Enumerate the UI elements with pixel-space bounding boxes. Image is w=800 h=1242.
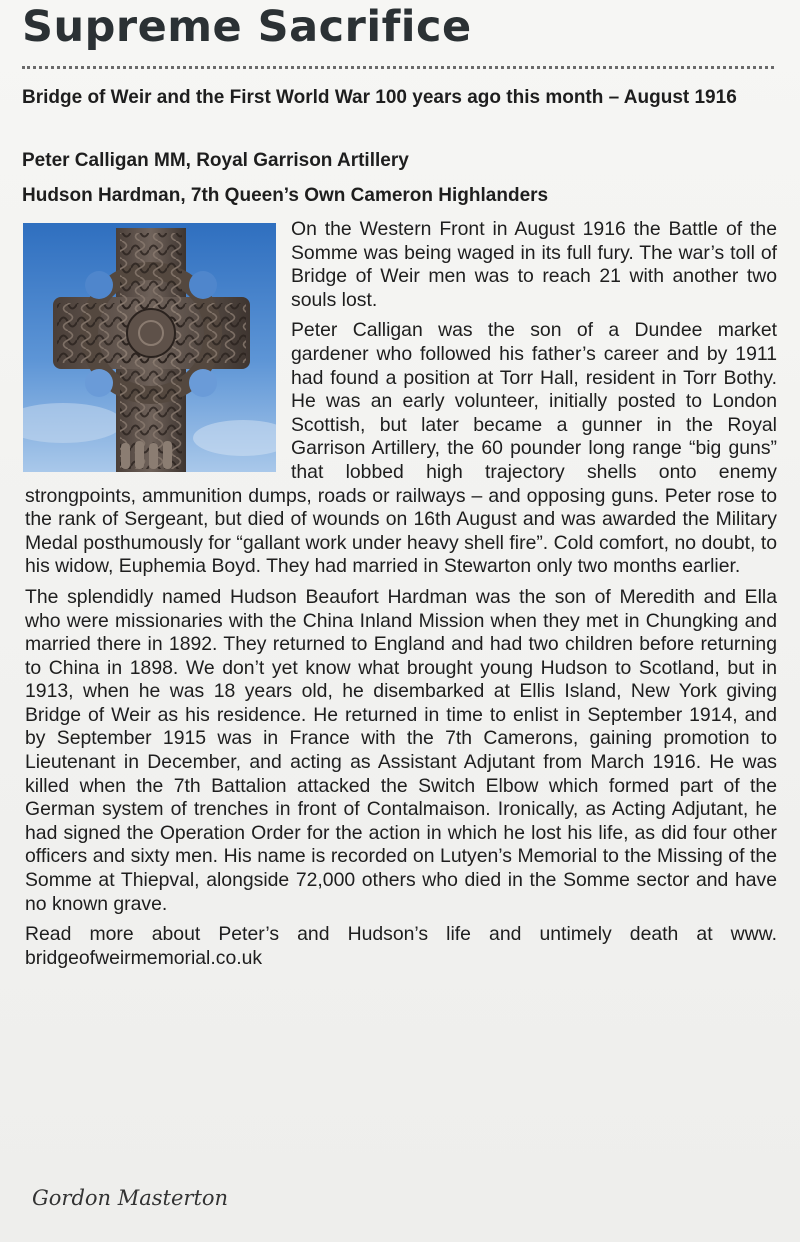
paragraph-intro: On the Western Front in August 1916 the Battle of the Somme was being waged in its full fury. The war’s toll of Bridge of Weir men was to reach 21 with another two souls lost.: [291, 218, 777, 311]
paragraph-hardman: The splendidly named Hudson Beaufort Hardman was the son of Meredith and Ella who were missionaries with the China Inland Mission when they met in Chungking and married there in 1892. They returned to England and had two children before returning to China in 1898. We don’t yet know what brought young Hudson to Scotland, but in 1913, when he was 18 years old, he disembarked at Ellis Island, New York giving Bridge of Weir as his residence. He returned in time to enlist in September 1914, and by September 1915 was in France with the 7th Camerons, gaining promotion to Lieutenant in December, and acting as Assistant Adjutant from March 1916. He was killed when the 7th Battalion attacked the Switch Elbow which formed part of the German system of trenches in front of Contalmaison. Ironically, as Acting Adjutant, he had signed the Operation Order for the action in which he lost his life, as did four other officers and sixty men. His name is recorded on Lutyen’s Memorial to the Missing of the Somme at Thiepval, alongside 72,000 others who died in the Somme sector and have no known grave.: [25, 585, 777, 915]
article-heading-hardman: Hudson Hardman, 7th Queen’s Own Cameron Highlanders: [22, 185, 549, 206]
author-signature: Gordon Masterton: [32, 1186, 229, 1210]
paragraph-calligan: Peter Calligan was the son of a Dundee market gardener who followed his father’s career and by 1911 had found a position at Torr Hall, resident in Torr Bothy. He was an early volunteer, initially posted to London Scottish, but later became a gunner in the Royal Garrison Artillery, the 60 pounder long range “big guns” that lobbed high trajectory shells onto enemy strongpoints, ammunition dumps, roads or railways – and opposing guns. Peter rose to the rank of Sergeant, but died of wounds on 16th August and was awarded the Military Medal posthumously for “gallant work under heavy shell fire”. Cold comfort, no doubt, to his widow, Euphemia Boyd. They had married in Stewarton only two months earlier.: [25, 319, 777, 578]
article-body: [25, 218, 777, 977]
photo-spacer: [25, 218, 291, 476]
page-title: Supreme Sacrifice: [22, 2, 472, 52]
article-heading-calligan: Peter Calligan MM, Royal Garrison Artillery: [22, 150, 409, 171]
paragraph-read-more: Read more about Peter’s and Hudson’s life and untimely death at www. bridgeofweirmemorial.co.uk: [25, 923, 777, 969]
dotted-divider: [22, 66, 774, 69]
article-heading-date: Bridge of Weir and the First World War 100 years ago this month – August 1916: [22, 87, 737, 108]
